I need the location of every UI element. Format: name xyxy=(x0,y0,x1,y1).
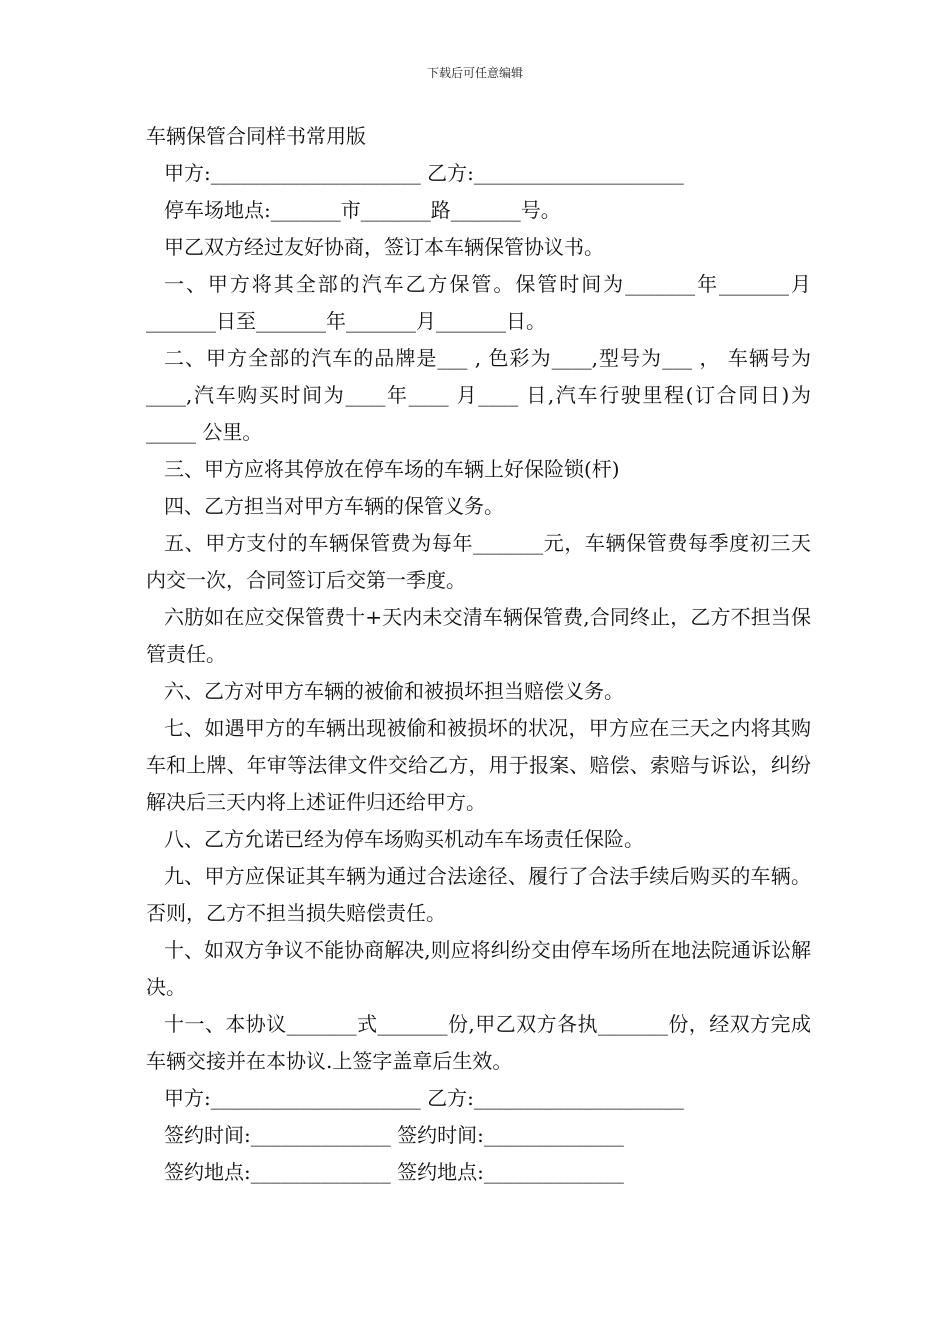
clause-1: 一、甲方将其全部的汽车乙方保管。保管时间为_______年_______月_______日至_______年_______月_______日。 xyxy=(146,272,811,333)
clause-9: 九、甲方应保证其车辆为通过合法途径、履行了合法手续后购买的车辆。否则，乙方不担当损失赔偿责任。 xyxy=(146,864,811,925)
parties-line: 甲方:_____________________ 乙方:_____________________ xyxy=(164,161,684,185)
signature-date-line: 签约时间:______________ 签约时间:______________ xyxy=(164,1123,624,1147)
clause-7: 七、如遇甲方的车辆出现被偷和被损坏的状况，甲方应在三天之内将其购车和上牌、年审等法律文件交给乙方，用于报案、赔偿、索赔与诉讼，纠纷解决后三天内将上述证件归还给甲方。 xyxy=(146,716,811,814)
clause-6a: 六肪如在应交保管费十+天内未交清车辆保管费,合同终止，乙方不担当保管责任。 xyxy=(146,605,811,666)
clause-8: 八、乙方允诺已经为停车场购买机动车车场责任保险。 xyxy=(164,827,644,851)
clause-2: 二、甲方全部的汽车的品牌是___ , 色彩为____,型号为___ ， 车辆号为____,汽车购买时间为____年____ 月____ 日,汽车行驶里程(订合同日)为_____ 公里。 xyxy=(146,346,811,444)
clause-3: 三、甲方应将其停放在停车场的车辆上好保险锁(杆) xyxy=(164,457,620,481)
intro-paragraph: 甲乙双方经过友好协商，签订本车辆保管协议书。 xyxy=(164,235,604,259)
clause-6b: 六、乙方对甲方车辆的被偷和被损坏担当赔偿义务。 xyxy=(164,679,624,703)
signature-place-line: 签约地点:______________ 签约地点:______________ xyxy=(164,1160,624,1184)
contract-document xyxy=(146,118,811,1191)
clause-4: 四、乙方担当对甲方车辆的保管义务。 xyxy=(164,494,504,518)
signature-parties-line: 甲方:_____________________ 乙方:_____________________ xyxy=(164,1086,684,1110)
document-title: 车辆保管合同样书常用版 xyxy=(146,124,366,148)
parking-location-line: 停车场地点:_______市_______路_______号。 xyxy=(164,198,561,222)
page-header-note: 下载后可任意编辑 xyxy=(426,66,523,80)
clause-5: 五、甲方支付的车辆保管费为每年_______元，车辆保管费每季度初三天内交一次，合同签订后交第一季度。 xyxy=(146,531,811,592)
clause-11: 十一、本协议_______式_______份,甲乙双方各执_______份，经双方完成车辆交接并在本协议.上签字盖章后生效。 xyxy=(146,1012,811,1073)
clause-10: 十、如双方争议不能协商解决,则应将纠纷交由停车场所在地法院通诉讼解决。 xyxy=(146,938,811,999)
